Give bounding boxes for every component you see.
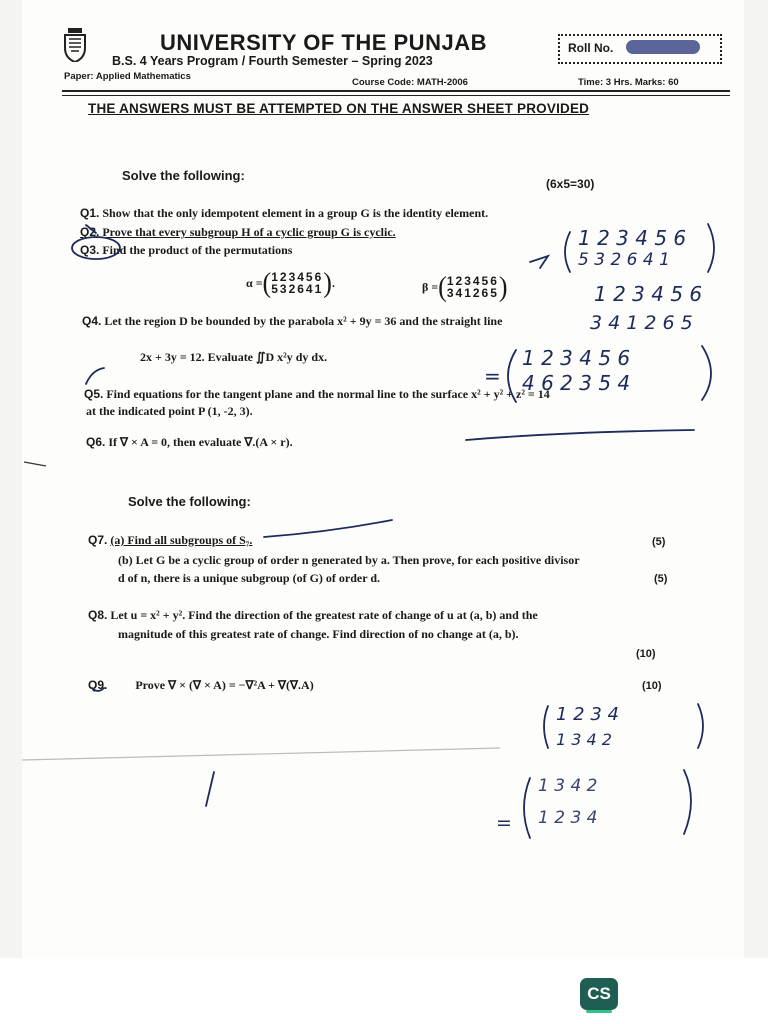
section-1-heading: Solve the following: <box>122 168 245 183</box>
bottom-margin <box>0 958 768 1024</box>
question-5-continued: at the indicated point P (1, -2, 3). <box>86 404 253 418</box>
question-7b-marks: (5) <box>654 573 668 585</box>
section-1-marks: (6x5=30) <box>546 177 595 191</box>
program-line: B.S. 4 Years Program / Fourth Semester – Spring 2023 <box>112 54 433 68</box>
question-4: Q4. Let the region D be bounded by the parabola x² + 9y = 36 and the straight line <box>82 314 503 328</box>
handwritten-matrix-4-top: 1 2 3 4 <box>556 704 619 725</box>
answer-instruction: THE ANSWERS MUST BE ATTEMPTED ON THE ANSWER SHEET PROVIDED <box>88 101 590 116</box>
exam-paper <box>22 0 744 958</box>
question-8-continued: magnitude of this greatest rate of change. Find direction of no change at (a, b). <box>118 627 519 641</box>
handwritten-matrix-1-top: 1 2 3 4 5 6 <box>578 226 687 250</box>
permutation-alpha: α = ( 123456 532641 ) . <box>246 266 335 299</box>
handwritten-matrix-5-bottom: 1 2 3 4 <box>538 808 598 828</box>
paper-name: Paper: Applied Mathematics <box>64 71 191 82</box>
handwritten-matrix-5-top: 1 3 4 2 <box>538 776 598 796</box>
question-7b: (b) Let G be a cyclic group of order n generated by a. Then prove, for each positive divisor <box>118 553 580 567</box>
question-5: Q5. Find equations for the tangent plane and the normal line to the surface x² + y² + z² = 14 <box>84 387 550 401</box>
handwritten-matrix-2-bottom: 3 4 1 2 6 5 <box>590 312 693 334</box>
handwritten-equals-1: = <box>484 364 501 388</box>
university-name: UNIVERSITY OF THE PUNJAB <box>160 30 487 55</box>
question-7a-marks: (5) <box>652 536 666 548</box>
header-rule <box>62 90 730 96</box>
question-8-marks: (10) <box>636 648 656 660</box>
question-3: Q3. Find the product of the permutations <box>80 243 293 257</box>
question-7b-continued: d of n, there is a unique subgroup (of G) of order d. <box>118 571 381 585</box>
camscanner-badge-icon[interactable]: CS <box>580 978 618 1010</box>
question-1: Q1. Show that the only idempotent element in a group G is the identity element. <box>80 206 489 220</box>
question-9: Q9. Prove ∇ × (∇ × A) = −∇²A + ∇(∇.A) <box>88 678 314 692</box>
handwritten-matrix-1-bottom: 5 3 2 6 4 1 <box>578 250 670 270</box>
permutation-beta: β = ( 123456 341265 ) <box>422 270 508 303</box>
time-marks: Time: 3 Hrs. Marks: 60 <box>578 77 679 88</box>
question-8: Q8. Let u = x² + y². Find the direction of the greatest rate of change of u at (a, b) and the <box>88 608 538 622</box>
university-logo-icon <box>62 28 88 62</box>
roll-number-label: Roll No. <box>568 41 614 55</box>
handwritten-matrix-3-bottom: 4 6 2 3 5 4 <box>522 371 631 395</box>
question-9-marks: (10) <box>642 680 662 692</box>
question-4-continued: 2x + 3y = 12. Evaluate ∬D x²y dy dx. <box>140 350 328 364</box>
handwritten-matrix-3-top: 1 2 3 4 5 6 <box>522 346 631 370</box>
course-code: Course Code: MATH-2006 <box>352 77 468 88</box>
handwritten-matrix-4-bottom: 1 3 4 2 <box>556 730 612 749</box>
handwritten-matrix-2-top: 1 2 3 4 5 6 <box>594 282 703 306</box>
handwritten-equals-2: = <box>496 812 512 834</box>
section-2-heading: Solve the following: <box>128 494 251 509</box>
question-2: Q2. Prove that every subgroup H of a cyclic group G is cyclic. <box>80 225 396 239</box>
question-6: Q6. If ∇ × A = 0, then evaluate ∇.(A × r). <box>86 435 293 449</box>
roll-number-redaction <box>626 40 700 54</box>
question-7a: Q7. (a) Find all subgroups of S₇. <box>88 533 253 547</box>
